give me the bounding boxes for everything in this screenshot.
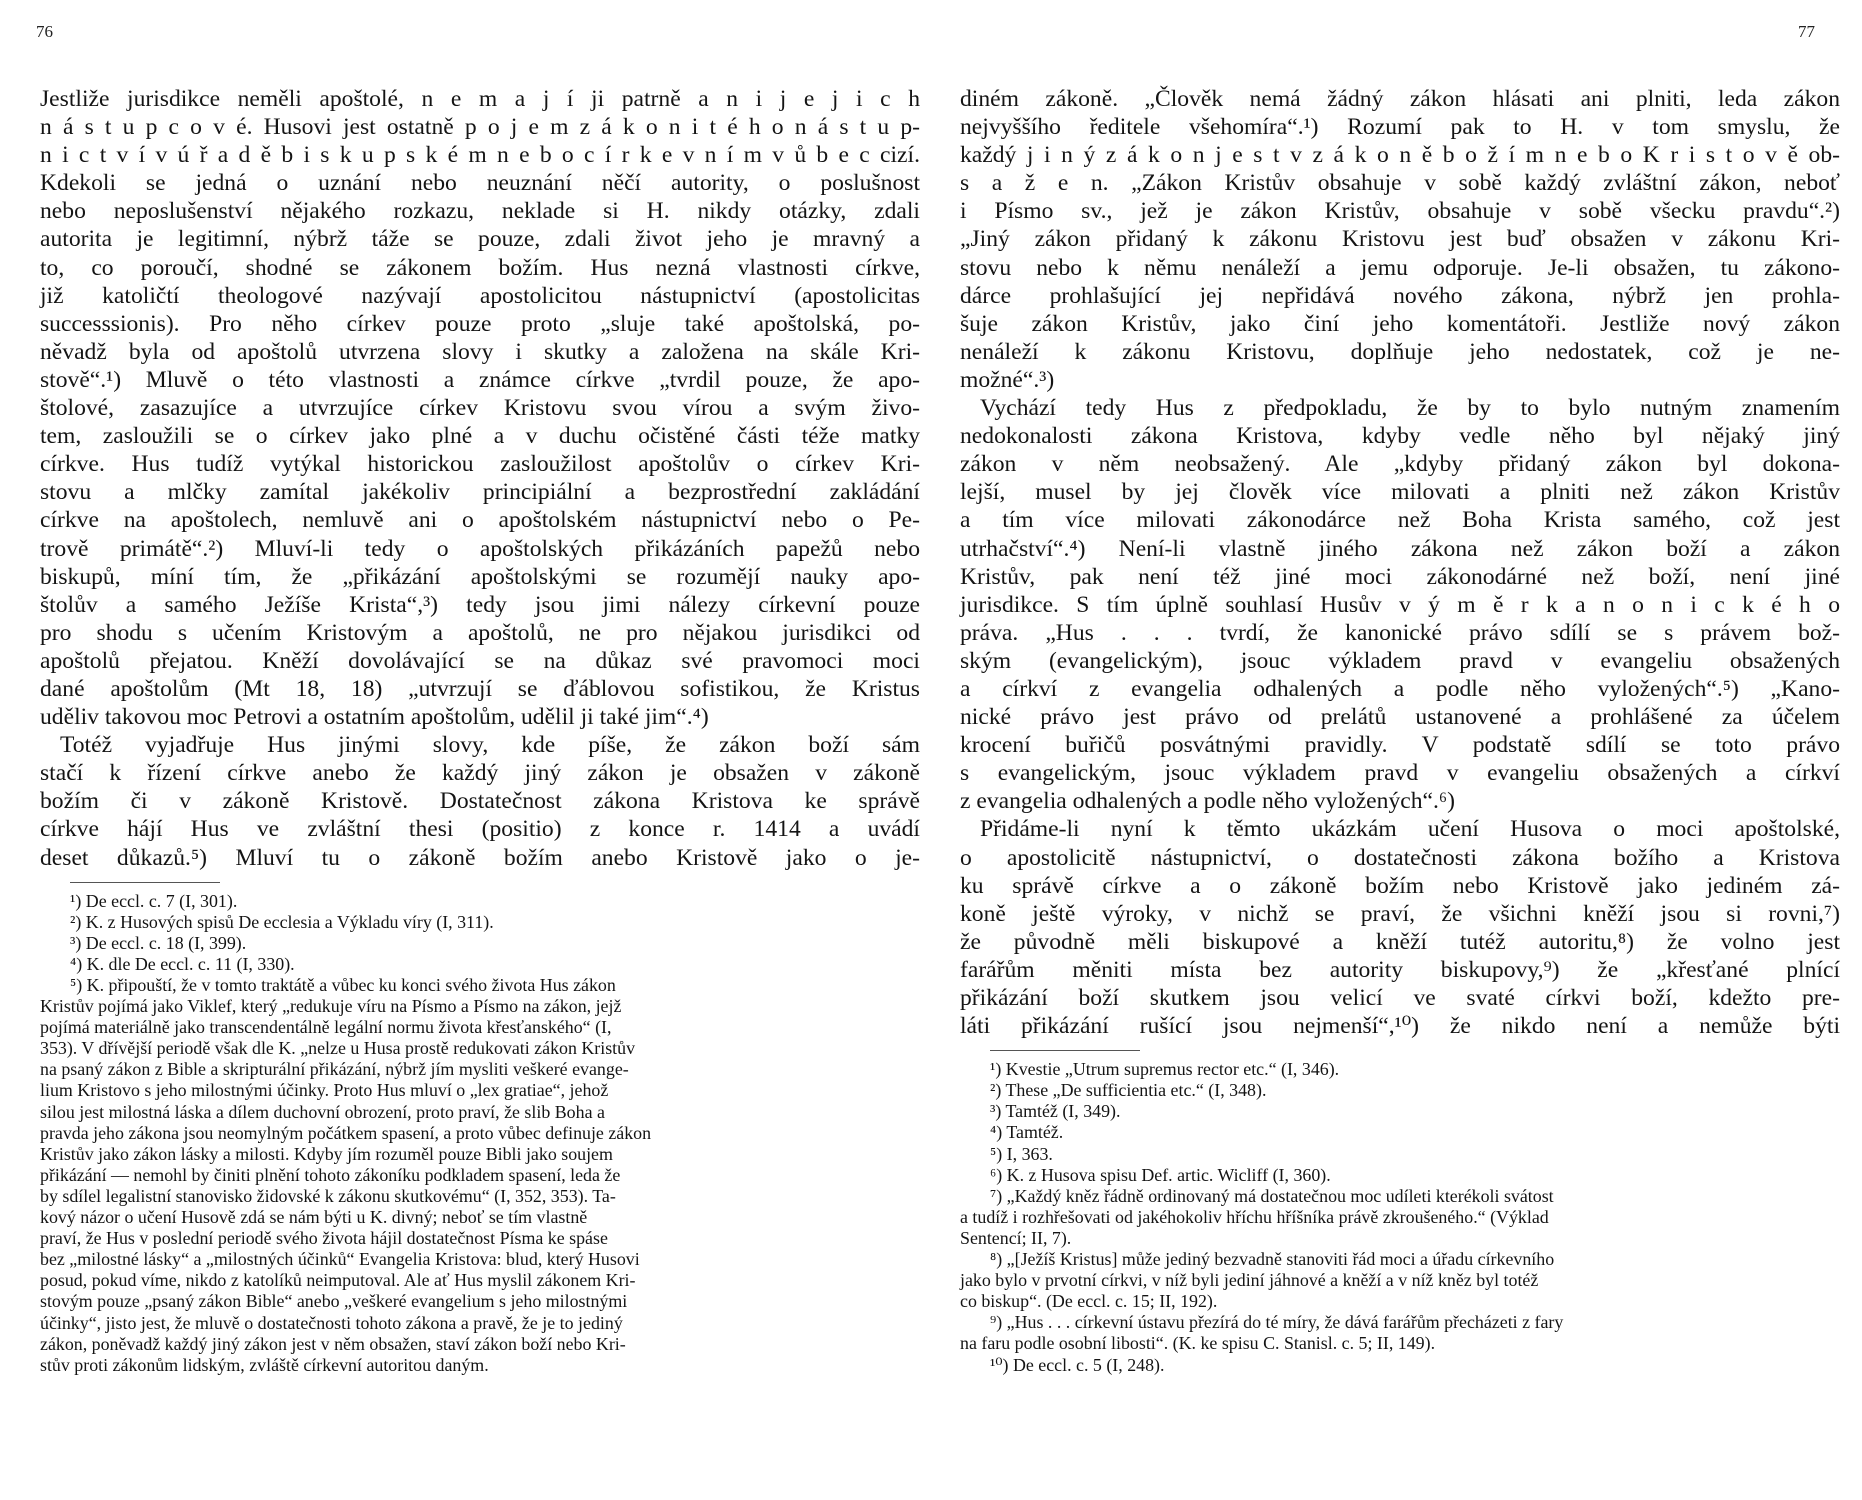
body-line: štolové, zasazujíce a utvrzujíce církev Kristovu svou vírou a svým živo-	[40, 395, 920, 422]
footnote: ¹⁰) De eccl. c. 5 (I, 248).	[990, 1354, 1165, 1375]
body-line: šuje zákon Kristův, jako činí jeho komentátoři. Jestliže nový zákon	[960, 310, 1840, 337]
body-line: trově primátě“.²) Mluví-li tedy o apoštolských přikázáních papežů nebo	[40, 535, 920, 562]
footnote: ⁵) K. připouští, že v tomto traktátě a vůbec ku konci svého života Hus zákon	[70, 975, 616, 995]
footnote: ⁷) „Každý kněz řádně ordinovaný má dostatečnou moc udíleti kterékoli svátost	[990, 1185, 1554, 1206]
body-line: s evangelickým, jsouc výkladem pravd v evangeliu obsažených a církví	[960, 760, 1840, 787]
footnote-line: přikázání — nemohl by činiti plnění tohoto zákoníku podkladem spasení, leda že	[40, 1164, 621, 1185]
body-line: Kristův, pak není též jiné moci zákonodárné než boží, není jiné	[960, 563, 1840, 590]
footnote-line: zákon, poněvadž každý jiný zákon jest v něm obsažen, staví zákon boží nebo Kri-	[40, 1333, 626, 1354]
footnote: ²) These „De sufficientia etc.“ (I, 348).	[990, 1080, 1267, 1101]
footnote: ⁴) Tamtéž.	[990, 1122, 1064, 1143]
footnote-line: a tudíž i rozhřešovati od jakéhokoliv hříchu hříšníka právě zkroušeného.“ (Výklad	[960, 1206, 1549, 1227]
body-line: již katoličtí theologové nazývají apostolicitou nástupnictví (apostolicitas	[40, 282, 920, 309]
body-line: i Písmo sv., jež je zákon Kristův, obsahuje v sobě všecku pravdu“.²)	[960, 198, 1840, 225]
footnote: ⁸) „[Ježíš Kristus] může jediný bezvadně stanoviti řád moci a úřadu církevního	[990, 1249, 1555, 1270]
footnote-line: na faru podle osobní libosti“. (K. ke spisu C. Stanisl. c. 5; II, 149).	[960, 1333, 1436, 1354]
footnote-line: Kristův jako zákon lásky a milosti. Kdyby jím rozuměl pouze Bibli jako soujem	[40, 1143, 613, 1164]
body-line: Totéž vyjadřuje Hus jinými slovy, kde píše, že zákon boží sám	[60, 732, 920, 759]
body-line: práva. „Hus . . . tvrdí, že kanonické právo sdílí se s právem bož-	[960, 619, 1840, 646]
body-line: successsionis). Pro něho církev pouze proto „sluje také apoštolská, po-	[40, 310, 920, 337]
body-line: a církví z evangelia odhalených a podle něho vyložených“.⁵) „Kano-	[960, 675, 1840, 702]
body-line: o apostolicitě nástupnictví, o dostatečnosti zákona božího a Kristova	[960, 844, 1840, 871]
body-line: nedokonalosti zákona Kristova, kdyby vedle něho byl nějaký jiný	[960, 423, 1840, 450]
body-line: možné“.³)	[960, 366, 1055, 393]
left-body-text	[40, 85, 920, 872]
footnote-line: silou jest milostná láska a dílem duchovní obrození, proto praví, že slib Boha a	[40, 1101, 605, 1122]
body-line: že původně měli biskupové a kněží tutéž autoritu,⁸) že volno jest	[960, 928, 1840, 955]
footnote-line: kový názor o učení Husově zdá se nám býti u K. divný; neboť se tím vlastně	[40, 1207, 588, 1228]
footnote-line: posud, pokud víme, nikdo z katolíků neimputoval. Ale ať Hus myslil zákonem Kri-	[40, 1270, 636, 1291]
body-line: utrhačství“.⁴) Není-li vlastně jiného zákona než zákon boží a zákon	[960, 535, 1840, 562]
left-footnotes	[40, 891, 920, 1376]
body-line: církve hájí Hus ve zvláštní thesi (positio) z konce r. 1414 a uvádí	[40, 816, 920, 843]
body-line: dárce prohlašující jej nepřidává nového zákona, nýbrž jen prohla-	[960, 282, 1840, 309]
footnote-line: pravda jeho zákona jsou neomylným počátkem spasení, a proto vůbec definuje zákon	[40, 1122, 652, 1143]
footnote-line: co biskup“. (De eccl. c. 15; II, 192).	[960, 1291, 1218, 1312]
body-line: uděliv takovou moc Petrovi a ostatním apoštolům, udělil ji také jim“.⁴)	[40, 704, 709, 731]
body-line: n i c t v í v ú ř a d ě b i s k u p s k é m n e b o c í r k e v n í m v ů b e c cizí.	[40, 142, 920, 169]
footnote: ³) De eccl. c. 18 (I, 399).	[70, 932, 247, 953]
footnote-rule	[70, 882, 220, 883]
body-line: apoštolů přejatou. Kněží dovolávající se na důkaz své pravomoci moci	[40, 647, 920, 674]
body-line: diném zákoně. „Člověk nemá žádný zákon hlásati ani plniti, leda zákon	[960, 86, 1840, 112]
body-line: nejvyššího ředitele všehomíra“.¹) Rozumí pak to H. v tom smyslu, že	[960, 114, 1840, 141]
body-line: koně ještě výroky, v nichž se praví, že všichni kněží jsou si rovni,⁷)	[960, 900, 1840, 927]
body-line: s a ž e n. „Zákon Kristův obsahuje v sobě každý zvláštní zákon, neboť	[960, 170, 1840, 197]
body-line: biskupů, míní tím, že „přikázání apoštolskými se rozumějí nauky apo-	[40, 563, 920, 590]
body-line: n á s t u p c o v é. Husovi jest ostatně p o j e m z á k o n i t é h o n á s t u p-	[40, 114, 920, 141]
body-line: přikázání boží skutkem jsou velicí ve svaté církvi boží, kdežto pre-	[960, 985, 1840, 1011]
footnote: ⁵) I, 363.	[990, 1143, 1053, 1164]
body-line: a tím více milovati zákonodárce než Boha Krista samého, což jest	[960, 507, 1840, 534]
body-line: autorita je legitimní, nýbrž táže se pouze, zdali život jeho je mravný a	[40, 226, 920, 253]
body-line: to, co poroučí, shodné se zákonem božím. Hus nezná vlastnosti církve,	[40, 254, 920, 281]
body-line: ku správě církve a o zákoně božím nebo Kristově jako jediném zá-	[960, 872, 1840, 899]
footnote: ⁹) „Hus . . . církevní ústavu přezírá do té míry, že dává farářům přecházeti z fary	[990, 1312, 1564, 1333]
footnote-line: by sdílel legalistní stanovisko židovské k zákonu skutkovému“ (I, 352, 353). Ta-	[40, 1185, 616, 1206]
body-line: z evangelia odhalených a podle něho vyložených“.⁶)	[960, 788, 1455, 815]
left-page	[40, 85, 920, 1376]
footnote: ¹) De eccl. c. 7 (I, 301).	[70, 890, 238, 911]
body-line: stovu nebo k němu nenáleží a jemu odporuje. Je-li obsažen, tu zákono-	[960, 254, 1840, 281]
footnote-line: stův proti zákonům lidským, zvláště církevní autoritou daným.	[40, 1354, 489, 1375]
footnote: ⁴) K. dle De eccl. c. 11 (I, 330).	[70, 953, 295, 974]
footnote-line: 353). V dřívější periodě však dle K. „nelze u Husa prostě redukovati zákon Kristův	[40, 1038, 636, 1059]
right-footnotes	[960, 1059, 1840, 1375]
body-line: něvadž byla od apoštolů utvrzena slovy i skutky a založena na skále Kri-	[40, 338, 920, 365]
body-line: pro shodu s učením Kristovým a apoštolů, ne pro nějakou jurisdikci od	[40, 619, 920, 646]
body-line: krocení buřičů posvátnými pravidly. V podstatě sdílí se toto právo	[960, 732, 1840, 759]
page-number-right: 77	[1798, 22, 1815, 41]
footnote: ²) K. z Husových spisů De ecclesia a Výkladu víry (I, 311).	[70, 911, 494, 932]
body-line: stovu a mlčky zamítal jakékoliv principiální a bezprostřední zakládání	[40, 479, 920, 506]
body-line: Vychází tedy Hus z předpokladu, že by to bylo nutným znamením	[980, 395, 1840, 422]
right-page	[960, 85, 1840, 1376]
footnote-line: Kristův pojímá jako Viklef, který „redukuje víru na Písmo a Písmo na zákon, jejž	[40, 996, 622, 1017]
body-line: deset důkazů.⁵) Mluví tu o zákoně božím anebo Kristově jako o je-	[40, 844, 920, 871]
right-body-text	[960, 85, 1840, 1040]
body-line: dané apoštolům (Mt 18, 18) „utvrzují se ďáblovou sofistikou, že Kristus	[40, 675, 920, 702]
body-line: každý j i n ý z á k o n j e s t v z á k o n ě b o ž í m n e b o K r i s t o v ě ob-	[960, 142, 1840, 169]
footnote-line: praví, že Hus v poslední periodě svého života hájil dostatečnost Písma ke spáse	[40, 1228, 608, 1249]
body-line: Přidáme-li nyní k těmto ukázkám učení Husova o moci apoštolské,	[980, 816, 1840, 843]
body-line: „Jiný zákon přidaný k zákonu Kristovu jest buď obsažen v zákonu Kri-	[960, 226, 1840, 253]
footnote-line: jako bylo v prvotní církvi, v níž byli jediní jáhnové a kněží a v níž kněz byl totéž	[960, 1270, 1539, 1291]
page-number-left: 76	[36, 22, 53, 41]
body-line: církve. Hus tudíž vytýkal historickou zasloužilost apoštolův o církev Kri-	[40, 451, 920, 478]
footnote-rule	[990, 1050, 1140, 1051]
footnote-line: na psaný zákon z Bible a skripturální přikázání, nýbrž jím mysliti veškeré evange-	[40, 1059, 629, 1080]
footnote-line: pojímá materiálně jako transcendentálně legální normu života křesťanského“ (I,	[40, 1017, 612, 1038]
footnote-line: bez „milostné lásky“ a „milostných účinků“ Evangelia Kristova: blud, který Husovi	[40, 1249, 640, 1270]
body-line: farářům měniti místa bez autority biskupovy,⁹) že „křesťané plnící	[960, 956, 1840, 983]
body-line: tem, zasloužili se o církev jako plné a v duchu očistěné části téže matky	[40, 423, 920, 450]
body-line: stově“.¹) Mluvě o této vlastnosti a známce církve „tvrdil pouze, že apo-	[40, 366, 920, 393]
footnote-line: Sentencí; II, 7).	[960, 1227, 1072, 1248]
footnote: ¹) Kvestie „Utrum supremus rector etc.“ (I, 346).	[990, 1059, 1340, 1080]
body-line: stačí k řízení církve anebo že každý jiný zákon je obsažen v zákoně	[40, 760, 920, 787]
body-line: nické právo jest právo od prelátů ustanovené a prohlášené za účelem	[960, 704, 1840, 731]
body-line: štolův a samého Ježíše Krista“,³) tedy jsou jimi nálezy církevní pouze	[40, 591, 920, 618]
footnote: ⁶) K. z Husova spisu Def. artic. Wicliff (I, 360).	[990, 1164, 1331, 1185]
body-line: lejší, musel by jej člověk více milovati a plniti než zákon Kristův	[960, 479, 1840, 506]
footnote: ³) Tamtéž (I, 349).	[990, 1101, 1121, 1122]
body-line: církve na apoštolech, nemluvě ani o apoštolském nástupnictví nebo o Pe-	[40, 507, 920, 534]
body-line: Jestliže jurisdikce neměli apoštolé, n e m a j í ji patrně a n i j e j i c h	[40, 86, 920, 112]
body-line: ským (evangelickým), jsouc výkladem pravd v evangeliu obsažených	[960, 647, 1840, 674]
body-line: božím či v zákoně Kristově. Dostatečnost zákona Kristova ke správě	[40, 788, 920, 815]
body-line: nebo neposlušenství nějakého rozkazu, neklade si H. nikdy otázky, zdali	[40, 198, 920, 225]
body-line: Kdekoli se jedná o uznání nebo neuznání něčí autority, o poslušnost	[40, 170, 920, 197]
body-line: zákon v něm neobsažený. Ale „kdyby přidaný zákon byl dokona-	[960, 451, 1840, 478]
body-line: nenáleží k zákonu Kristovu, doplňuje jeho nedostatek, což je ne-	[960, 338, 1840, 365]
body-line: láti přikázání rušící jsou nejmenší“,¹⁰) že nikdo není a nemůže býti	[960, 1013, 1840, 1040]
footnote-line: stovým pouze „psaný zákon Bible“ anebo „veškeré evangelium s jeho milostnými	[40, 1291, 628, 1312]
footnote-line: účinky“, jisto jest, že mluvě o dostatečnosti tohoto zákona a pravě, že je to jediný	[40, 1312, 623, 1333]
body-line: jurisdikce. S tím úplně souhlasí Husův v ý m ě r k a n o n i c k é h o	[960, 591, 1840, 618]
footnote-line: lium Kristovo s jeho milostnými účinky. Proto Hus mluví o „lex gratiae“, jehož	[40, 1080, 609, 1101]
